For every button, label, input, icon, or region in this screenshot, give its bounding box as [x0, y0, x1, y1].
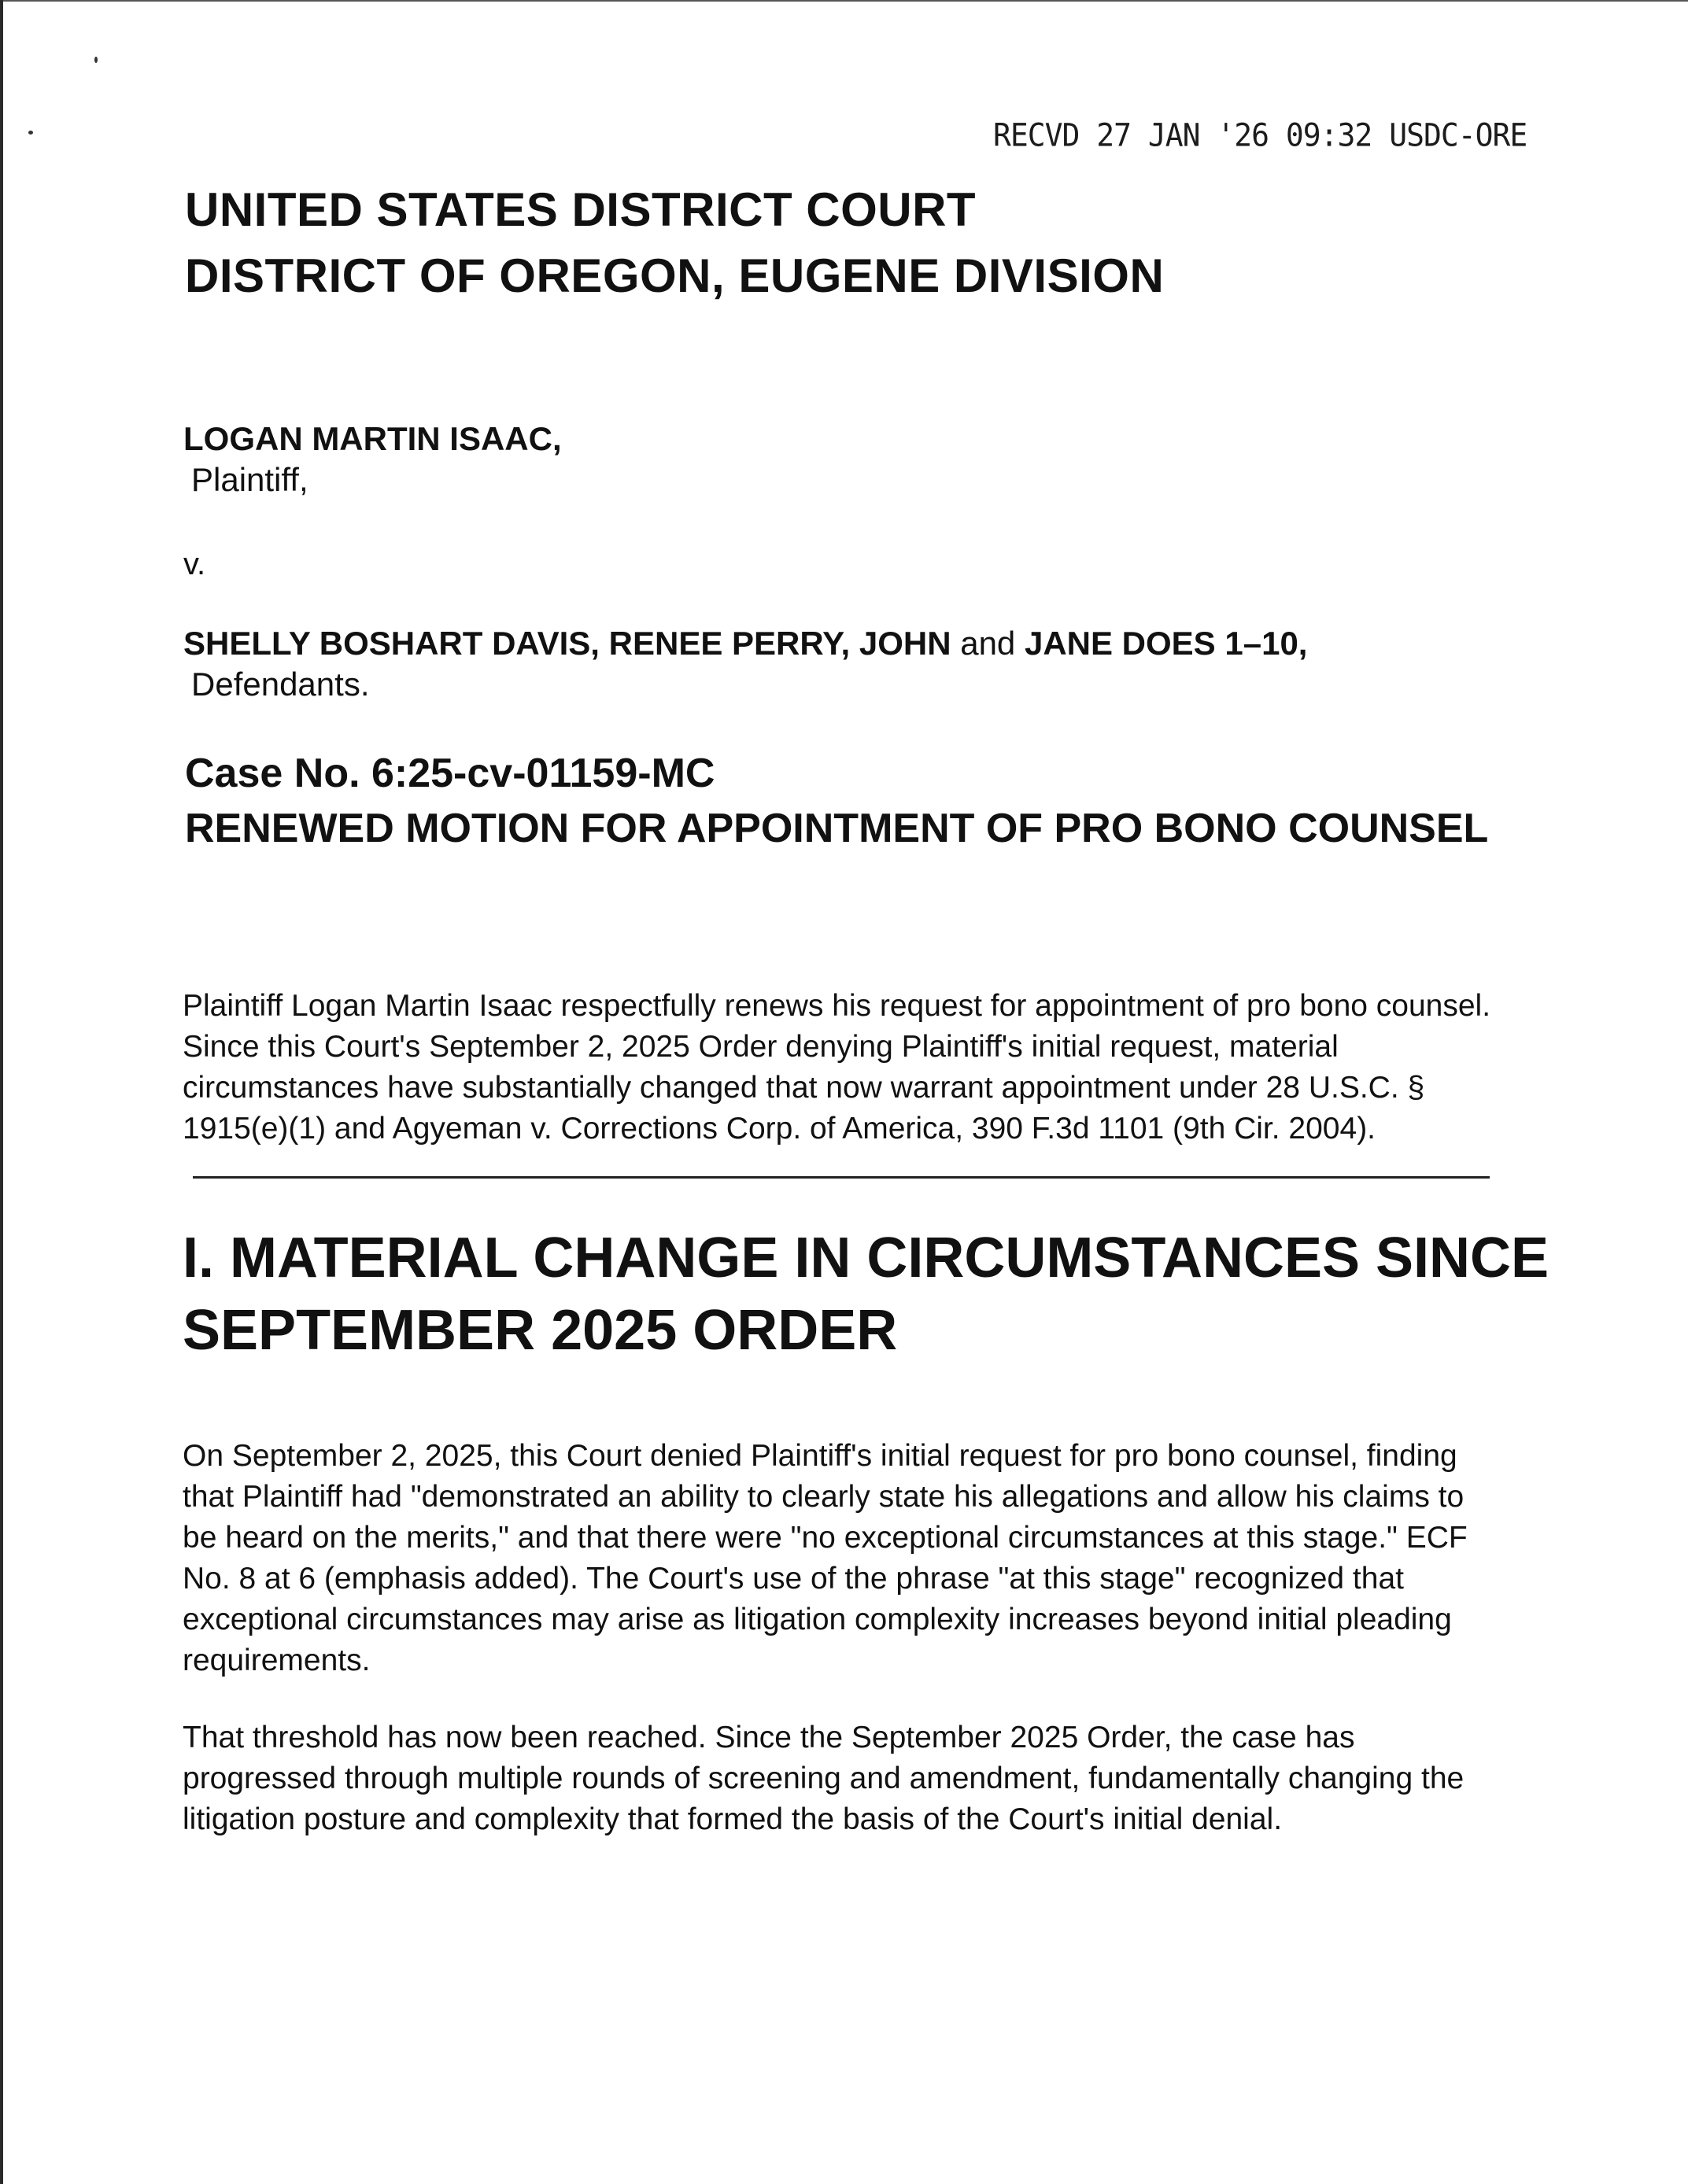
- defendants-block: [183, 623, 1307, 705]
- defendants-names-part2: JANE DOES 1–10,: [1024, 625, 1308, 662]
- versus-label: v.: [183, 547, 206, 581]
- court-district: DISTRICT OF OREGON, EUGENE DIVISION: [185, 249, 1165, 302]
- court-header: [185, 177, 1164, 309]
- case-number: Case No. 6:25-cv-01159-MC: [185, 751, 715, 796]
- section-heading: I. MATERIAL CHANGE IN CIRCUMSTANCES SINCE SEPTEMBER 2025 ORDER: [183, 1227, 1549, 1362]
- defendants-and: and: [951, 625, 1025, 662]
- motion-title: RENEWED MOTION FOR APPOINTMENT OF PRO BONO COUNSEL: [185, 806, 1489, 851]
- section-divider: [193, 1176, 1490, 1179]
- plaintiff-role: Plaintiff,: [191, 461, 308, 498]
- defendants-names-part1: SHELLY BOSHART DAVIS, RENEE PERRY, JOHN: [183, 625, 951, 662]
- intro-paragraph: Plaintiff Logan Martin Isaac respectfully renews his request for appointment of pro bono counsel. Since this Court's September 2, 2025 Order denying Plaintiff's initial request, material circumstances have substantially changed that now warrant appointment under 28 U.S.C. § 1915(e)(1) and Agyeman v. Corrections Corp. of America, 390 F.3d 1101 (9th Cir. 2004).: [183, 989, 1491, 1145]
- scan-edge-left: [0, 0, 3, 2184]
- section-paragraph-2: That threshold has now been reached. Since the September 2025 Order, the case has progressed through multiple rounds of screening and amendment, fundamentally changing the litigation posture and complexity that formed the basis of the Court's initial denial.: [183, 1721, 1465, 1836]
- section-paragraph-1: On September 2, 2025, this Court denied Plaintiff's initial request for pro bono counsel, finding that Plaintiff had "demonstrated an ability to clearly state his allegations and allow his claims to be heard on the merits," and that there were "no exceptional circumstances at this stage." ECF No. 8 at 6 (emphasis added). The Court's use of the phrase "at this stage" recognized that exceptional circumstances may arise as litigation complexity increases beyond initial pleading requirements.: [183, 1439, 1468, 1677]
- scan-edge-top: [0, 0, 1688, 2]
- court-name: UNITED STATES DISTRICT COURT: [185, 183, 977, 236]
- received-stamp: RECVD 27 JAN '26 09:32 USDC-ORE: [993, 116, 1527, 154]
- plaintiff-block: [183, 419, 562, 500]
- case-caption: [185, 746, 1523, 856]
- scan-speck: [94, 57, 98, 63]
- plaintiff-name: LOGAN MARTIN ISAAC,: [183, 420, 562, 457]
- scan-speck: [28, 131, 33, 135]
- defendants-role: Defendants.: [191, 666, 370, 703]
